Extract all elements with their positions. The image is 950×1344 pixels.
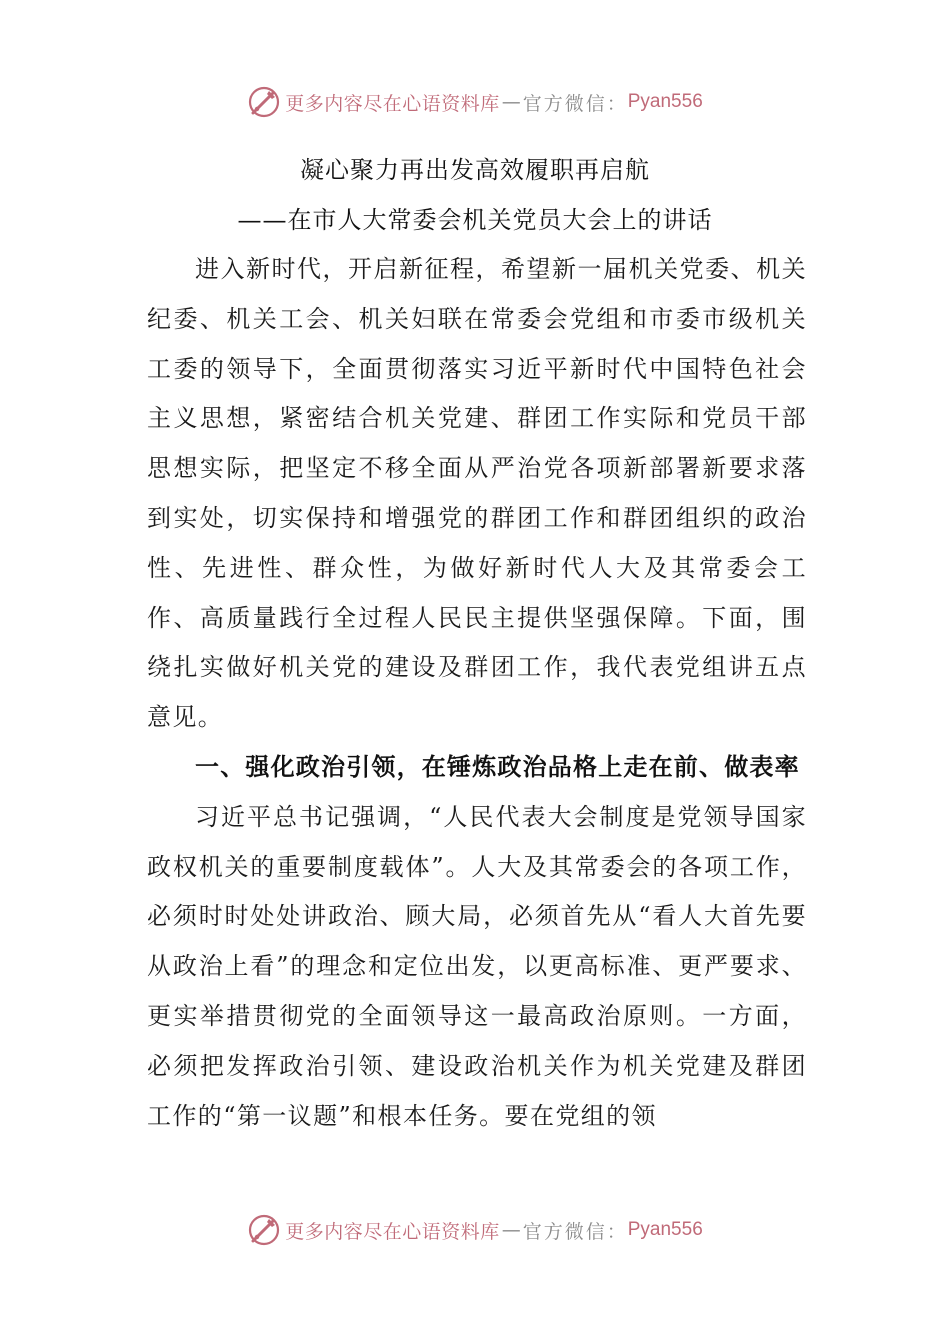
document-title: 凝心聚力再出发高效履职再启航 <box>300 156 650 184</box>
document-body <box>147 245 807 1141</box>
banner-dash: — <box>501 1219 521 1241</box>
banner-wechat-id: Pyan556 <box>627 1219 703 1240</box>
banner-wechat-id: Pyan556 <box>627 91 703 112</box>
section-heading-1: 一、强化政治引领，在锤炼政治品格上走在前、做表率 <box>195 752 800 781</box>
paragraph-intro: 进入新时代，开启新征程，希望新一届机关党委、机关纪委、机关工会、机关妇联在常委会党组和市委市级机关工委的领导下，全面贯彻落实习近平新时代中国特色社会主义思想，紧密结合机关党建、群团工作实际和党员干部思想实际，把坚定不移全面从严治党各项新部署新要求落到实处，切实保持和增强党的群团工作和群团组织的政治性、先进性、群众性，为做好新时代人大及其常委会工作、高质量践行全过程人民民主提供坚强保障。下面，围绕扎实做好机关党的建设及群团工作，我代表党组讲五点意见。 <box>147 255 807 732</box>
watermark-banner-top <box>0 82 950 122</box>
paragraph-section-1: 习近平总书记强调，“人民代表大会制度是党领导国家政权机关的重要制度载体”。人大及其常委会的各项工作，必须时时处处讲政治、顾大局，必须首先从“看人大首先要从政治上看”的理念和定位出发，以更高标准、更严要求、更实举措贯彻党的全面领导这一最高政治原则。一方面，必须把发挥政治引领、建设政治机关作为机关党建及群团工作的“第一议题”和根本任务。要在党组的领 <box>147 802 807 1130</box>
pen-logo-icon <box>247 85 281 119</box>
banner-text: 更多内容尽在心语资料库 <box>285 1220 500 1243</box>
pen-logo-icon <box>247 1213 281 1247</box>
document-subtitle: ——在市人大常委会机关党员大会上的讲话 <box>237 206 713 234</box>
watermark-banner-bottom <box>0 1210 950 1250</box>
banner-wechat-label: 官方微信： <box>522 92 628 115</box>
banner-dash: — <box>501 91 521 113</box>
banner-wechat-label: 官方微信： <box>522 1220 628 1243</box>
banner-text: 更多内容尽在心语资料库 <box>285 92 500 115</box>
